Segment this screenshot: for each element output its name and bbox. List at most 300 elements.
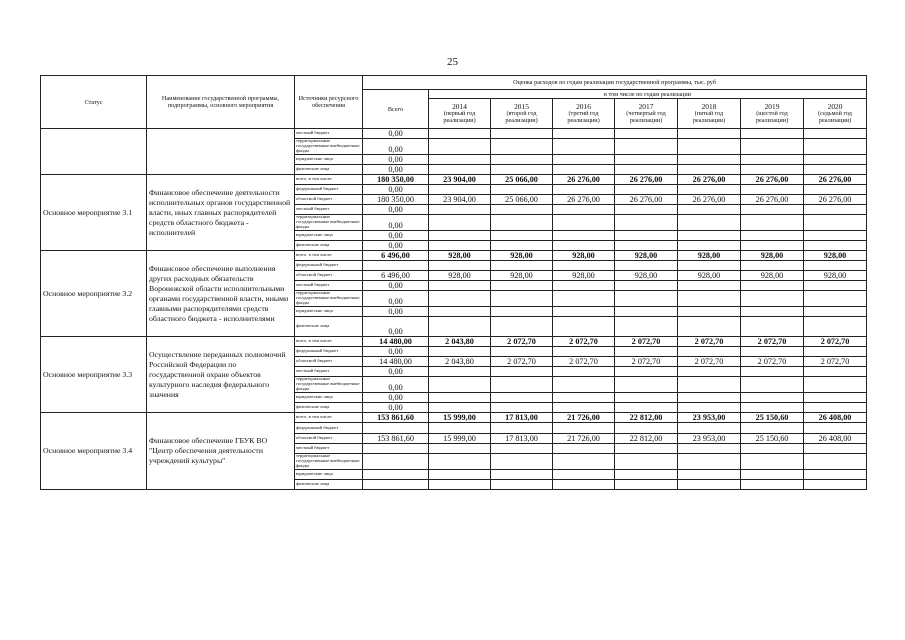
total-cell <box>363 261 429 271</box>
header-year-2019 <box>741 99 804 129</box>
total-cell: 0,00 <box>363 393 429 403</box>
year-value-cell: 23 904,00 <box>429 195 491 205</box>
year-value-cell <box>615 215 678 231</box>
year-value-cell <box>553 347 615 357</box>
year-value-cell <box>615 470 678 480</box>
total-cell: 0,00 <box>363 185 429 195</box>
year-value-cell <box>429 367 491 377</box>
year-value-cell: 26 276,00 <box>553 195 615 205</box>
source-cell: территориальные государственные внебюджетные фонды <box>295 139 363 155</box>
year-value-cell <box>491 215 553 231</box>
year-value-cell: 928,00 <box>678 271 741 281</box>
year-value-cell <box>678 139 741 155</box>
row-status: Основное мероприятие 3.2 <box>41 251 147 337</box>
year-value-cell <box>804 423 867 434</box>
year-value-cell <box>553 139 615 155</box>
year-value-cell: 928,00 <box>615 271 678 281</box>
year-value-cell <box>615 367 678 377</box>
year-value-cell <box>553 241 615 251</box>
year-value-cell <box>678 444 741 454</box>
year-value-cell: 2 072,70 <box>615 337 678 347</box>
year-value-cell <box>804 317 867 337</box>
year-value-cell: 2 072,70 <box>741 337 804 347</box>
total-cell: 0,00 <box>363 403 429 413</box>
year-value-cell: 928,00 <box>741 271 804 281</box>
year-value-cell <box>491 423 553 434</box>
year-value-cell <box>741 185 804 195</box>
source-cell: юридические лица <box>295 231 363 241</box>
year-value-cell <box>553 205 615 215</box>
year-value-cell <box>429 377 491 393</box>
header-year-2014 <box>429 99 491 129</box>
year-value-cell: 26 408,00 <box>804 413 867 423</box>
year-value-cell <box>553 444 615 454</box>
year-value-cell <box>741 291 804 307</box>
year-value-cell <box>553 129 615 139</box>
year-value-cell <box>491 393 553 403</box>
year-value-cell: 26 276,00 <box>741 175 804 185</box>
year-value-cell <box>615 241 678 251</box>
year-value-cell: 928,00 <box>429 271 491 281</box>
year-value-cell <box>678 393 741 403</box>
year-value-cell <box>804 307 867 317</box>
year-value-cell: 26 276,00 <box>615 195 678 205</box>
year-value-cell <box>678 205 741 215</box>
year-value-cell <box>804 241 867 251</box>
year-value-cell <box>429 215 491 231</box>
year-value-cell: 928,00 <box>491 251 553 261</box>
source-cell: юридические лица <box>295 155 363 165</box>
year-value-cell <box>491 367 553 377</box>
year-value-cell <box>615 261 678 271</box>
year-value-cell <box>741 215 804 231</box>
year-value-cell: 26 276,00 <box>678 195 741 205</box>
year-value-cell <box>429 291 491 307</box>
year-value-cell <box>741 165 804 175</box>
year-value-cell: 2 072,70 <box>804 337 867 347</box>
source-cell: территориальные государственные внебюджетные фонды <box>295 215 363 231</box>
header-year-number: 2018 <box>701 102 717 111</box>
year-value-cell <box>491 307 553 317</box>
source-cell: местный бюджет <box>295 367 363 377</box>
source-cell: территориальные государственные внебюджетные фонды <box>295 454 363 470</box>
year-value-cell <box>429 307 491 317</box>
year-value-cell <box>678 377 741 393</box>
year-value-cell: 26 276,00 <box>553 175 615 185</box>
year-value-cell <box>491 347 553 357</box>
year-value-cell <box>429 261 491 271</box>
year-value-cell <box>678 423 741 434</box>
year-value-cell <box>491 261 553 271</box>
year-value-cell: 15 999,00 <box>429 434 491 444</box>
year-value-cell <box>491 241 553 251</box>
year-value-cell <box>678 347 741 357</box>
year-value-cell <box>678 215 741 231</box>
total-cell: 153 861,60 <box>363 413 429 423</box>
year-value-cell: 26 408,00 <box>804 434 867 444</box>
source-cell: местный бюджет <box>295 281 363 291</box>
year-value-cell: 25 066,00 <box>491 195 553 205</box>
year-value-cell <box>804 261 867 271</box>
header-year-number: 2017 <box>638 102 654 111</box>
year-value-cell: 22 812,00 <box>615 413 678 423</box>
header-year-label: (шестой год реализации) <box>755 110 789 124</box>
year-value-cell <box>804 231 867 241</box>
year-value-cell <box>678 185 741 195</box>
total-cell: 0,00 <box>363 215 429 231</box>
year-value-cell <box>429 423 491 434</box>
year-value-cell <box>615 347 678 357</box>
year-value-cell: 26 276,00 <box>615 175 678 185</box>
year-value-cell <box>741 393 804 403</box>
year-value-cell <box>491 444 553 454</box>
year-value-cell <box>615 281 678 291</box>
source-cell: местный бюджет <box>295 205 363 215</box>
year-value-cell <box>804 403 867 413</box>
year-value-cell <box>553 281 615 291</box>
year-value-cell <box>678 129 741 139</box>
year-value-cell <box>491 317 553 337</box>
year-value-cell <box>804 393 867 403</box>
year-value-cell <box>741 139 804 155</box>
year-value-cell <box>678 480 741 490</box>
total-cell: 0,00 <box>363 139 429 155</box>
year-value-cell: 25 150,60 <box>741 413 804 423</box>
year-value-cell <box>553 377 615 393</box>
year-value-cell <box>678 470 741 480</box>
year-value-cell <box>741 454 804 470</box>
header-year-number: 2019 <box>764 102 780 111</box>
year-value-cell <box>678 261 741 271</box>
year-value-cell <box>804 347 867 357</box>
header-year-2017 <box>615 99 678 129</box>
total-cell: 14 480,00 <box>363 357 429 367</box>
year-value-cell <box>615 155 678 165</box>
year-value-cell <box>678 231 741 241</box>
year-value-cell <box>429 393 491 403</box>
table-row <box>41 251 867 261</box>
year-value-cell <box>553 185 615 195</box>
year-value-cell <box>553 480 615 490</box>
year-value-cell <box>741 307 804 317</box>
year-value-cell <box>429 444 491 454</box>
year-value-cell <box>553 393 615 403</box>
year-value-cell: 928,00 <box>804 271 867 281</box>
header-total: Всего <box>363 90 429 129</box>
year-value-cell: 2 072,70 <box>741 357 804 367</box>
year-value-cell <box>678 291 741 307</box>
year-value-cell <box>553 367 615 377</box>
year-value-cell: 2 072,70 <box>804 357 867 367</box>
year-value-cell <box>741 480 804 490</box>
year-value-cell <box>491 403 553 413</box>
year-value-cell <box>429 241 491 251</box>
year-value-cell: 928,00 <box>429 251 491 261</box>
year-value-cell <box>429 281 491 291</box>
year-value-cell <box>615 129 678 139</box>
total-cell: 0,00 <box>363 281 429 291</box>
year-value-cell <box>429 139 491 155</box>
total-cell <box>363 480 429 490</box>
total-cell: 0,00 <box>363 347 429 357</box>
table-row <box>41 129 867 139</box>
year-value-cell <box>553 291 615 307</box>
row-name <box>147 129 295 175</box>
source-cell: всего, в том числе: <box>295 175 363 185</box>
year-value-cell <box>553 423 615 434</box>
year-value-cell <box>491 377 553 393</box>
year-value-cell <box>615 307 678 317</box>
year-value-cell <box>741 423 804 434</box>
table-row <box>41 175 867 185</box>
year-value-cell <box>553 165 615 175</box>
total-cell: 6 496,00 <box>363 251 429 261</box>
year-value-cell <box>429 205 491 215</box>
row-status: Основное мероприятие 3.1 <box>41 175 147 251</box>
year-value-cell <box>491 291 553 307</box>
year-value-cell <box>804 367 867 377</box>
year-value-cell <box>615 165 678 175</box>
year-value-cell: 2 043,80 <box>429 357 491 367</box>
year-value-cell <box>491 205 553 215</box>
year-value-cell <box>553 317 615 337</box>
source-cell: местный бюджет <box>295 444 363 454</box>
year-value-cell: 17 813,00 <box>491 413 553 423</box>
header-year-label: (первый год реализации) <box>443 110 476 124</box>
source-cell: областной бюджет <box>295 271 363 281</box>
year-value-cell: 928,00 <box>553 251 615 261</box>
year-value-cell <box>615 480 678 490</box>
year-value-cell <box>491 454 553 470</box>
year-value-cell <box>491 165 553 175</box>
year-value-cell <box>804 139 867 155</box>
year-value-cell <box>553 231 615 241</box>
year-value-cell: 25 150,60 <box>741 434 804 444</box>
year-value-cell <box>741 317 804 337</box>
year-value-cell: 2 043,80 <box>429 337 491 347</box>
year-value-cell <box>741 241 804 251</box>
year-value-cell: 25 066,00 <box>491 175 553 185</box>
year-value-cell <box>429 317 491 337</box>
year-value-cell <box>491 480 553 490</box>
year-value-cell: 2 072,70 <box>678 357 741 367</box>
year-value-cell <box>678 317 741 337</box>
year-value-cell: 928,00 <box>678 251 741 261</box>
year-value-cell <box>553 215 615 231</box>
year-value-cell <box>678 307 741 317</box>
year-value-cell <box>804 185 867 195</box>
source-cell: всего, в том числе: <box>295 337 363 347</box>
budget-table <box>40 75 867 490</box>
header-status: Статус <box>41 76 147 129</box>
header-year-number: 2015 <box>514 102 529 111</box>
header-name: Наименование государственной программы, подпрограммы, основного мероприятия <box>147 76 295 129</box>
year-value-cell <box>491 139 553 155</box>
year-value-cell <box>429 231 491 241</box>
year-value-cell: 23 953,00 <box>678 413 741 423</box>
header-estimate: Оценка расходов по годам реализации государственной программы, тыс. руб <box>363 76 867 90</box>
total-cell: 0,00 <box>363 307 429 317</box>
year-value-cell <box>491 470 553 480</box>
table-row <box>41 413 867 423</box>
source-cell: федеральный бюджет <box>295 185 363 195</box>
year-value-cell <box>741 129 804 139</box>
year-value-cell <box>804 291 867 307</box>
source-cell: юридические лица <box>295 470 363 480</box>
year-value-cell <box>491 231 553 241</box>
total-cell: 14 480,00 <box>363 337 429 347</box>
header-year-2015 <box>491 99 553 129</box>
year-value-cell <box>429 155 491 165</box>
year-value-cell <box>615 444 678 454</box>
header-year-label: (пятый год реализации) <box>692 110 726 124</box>
year-value-cell: 2 072,70 <box>678 337 741 347</box>
year-value-cell: 928,00 <box>741 251 804 261</box>
source-cell: областной бюджет <box>295 434 363 444</box>
year-value-cell <box>678 241 741 251</box>
year-value-cell <box>615 205 678 215</box>
table-body <box>41 129 867 490</box>
year-value-cell <box>615 139 678 155</box>
total-cell: 180 350,00 <box>363 175 429 185</box>
year-value-cell: 928,00 <box>491 271 553 281</box>
source-cell: территориальные государственные внебюджетные фонды <box>295 291 363 307</box>
header-year-2016 <box>553 99 615 129</box>
source-cell: юридические лица <box>295 393 363 403</box>
header-year-number: 2020 <box>827 102 843 111</box>
year-value-cell <box>553 155 615 165</box>
year-value-cell: 15 999,00 <box>429 413 491 423</box>
year-value-cell: 23 953,00 <box>678 434 741 444</box>
year-value-cell <box>553 454 615 470</box>
year-value-cell <box>804 470 867 480</box>
source-cell: физические лица <box>295 165 363 175</box>
year-value-cell <box>491 185 553 195</box>
year-value-cell <box>429 129 491 139</box>
year-value-cell: 22 812,00 <box>615 434 678 444</box>
year-value-cell <box>615 377 678 393</box>
total-cell <box>363 470 429 480</box>
year-value-cell: 21 726,00 <box>553 413 615 423</box>
year-value-cell: 26 276,00 <box>804 175 867 185</box>
row-name: Финансовое обеспечение ГБУК ВО "Центр обеспечения деятельности учреждений культуры" <box>147 413 295 490</box>
year-value-cell <box>804 454 867 470</box>
year-value-cell <box>741 347 804 357</box>
year-value-cell <box>804 480 867 490</box>
year-value-cell: 2 072,70 <box>491 357 553 367</box>
year-value-cell <box>678 403 741 413</box>
row-status: Основное мероприятие 3.4 <box>41 413 147 490</box>
year-value-cell <box>429 470 491 480</box>
source-cell: всего, в том числе: <box>295 251 363 261</box>
year-value-cell <box>615 393 678 403</box>
year-value-cell <box>741 205 804 215</box>
total-cell <box>363 454 429 470</box>
total-cell <box>363 423 429 434</box>
year-value-cell <box>804 281 867 291</box>
year-value-cell: 17 813,00 <box>491 434 553 444</box>
row-name: Финансовое обеспечение выполнения других расходных обязательств Воронежской области исполнительными органами государственной власти, иными главными распорядителями средств областного бюджета - исполнителями <box>147 251 295 337</box>
source-cell: юридические лица <box>295 307 363 317</box>
year-value-cell <box>741 470 804 480</box>
year-value-cell <box>429 347 491 357</box>
year-value-cell <box>615 185 678 195</box>
total-cell: 0,00 <box>363 205 429 215</box>
row-status: Основное мероприятие 3.3 <box>41 337 147 413</box>
total-cell: 153 861,60 <box>363 434 429 444</box>
header-year-number: 2014 <box>452 102 467 111</box>
year-value-cell <box>615 231 678 241</box>
year-value-cell <box>615 291 678 307</box>
year-value-cell: 26 276,00 <box>678 175 741 185</box>
source-cell: областной бюджет <box>295 357 363 367</box>
total-cell: 0,00 <box>363 291 429 307</box>
year-value-cell <box>804 377 867 393</box>
header-by-years: в том числе по годам реализации <box>429 90 867 99</box>
year-value-cell <box>615 403 678 413</box>
source-cell: федеральный бюджет <box>295 261 363 271</box>
year-value-cell: 2 072,70 <box>615 357 678 367</box>
source-cell: физические лица <box>295 317 363 337</box>
year-value-cell: 26 276,00 <box>741 195 804 205</box>
year-value-cell <box>741 261 804 271</box>
year-value-cell <box>429 185 491 195</box>
year-value-cell: 2 072,70 <box>553 357 615 367</box>
row-status <box>41 129 147 175</box>
year-value-cell <box>741 444 804 454</box>
row-name: Финансовое обеспечение деятельности исполнительных органов государственной власти, иных главных распорядителей средств областного бюджета - исполнителей <box>147 175 295 251</box>
source-cell: территориальные государственные внебюджетные фонды <box>295 377 363 393</box>
table-header <box>41 76 867 129</box>
total-cell: 0,00 <box>363 317 429 337</box>
year-value-cell <box>553 261 615 271</box>
year-value-cell <box>553 403 615 413</box>
year-value-cell <box>491 129 553 139</box>
year-value-cell <box>741 367 804 377</box>
header-year-2020 <box>804 99 867 129</box>
year-value-cell <box>741 231 804 241</box>
source-cell: физические лица <box>295 480 363 490</box>
year-value-cell <box>804 444 867 454</box>
year-value-cell: 2 072,70 <box>553 337 615 347</box>
header-year-number: 2016 <box>576 102 591 111</box>
year-value-cell <box>491 155 553 165</box>
year-value-cell <box>615 317 678 337</box>
year-value-cell <box>804 165 867 175</box>
year-value-cell <box>491 281 553 291</box>
year-value-cell <box>678 367 741 377</box>
total-cell: 0,00 <box>363 367 429 377</box>
year-value-cell <box>678 155 741 165</box>
year-value-cell <box>429 403 491 413</box>
year-value-cell <box>741 403 804 413</box>
year-value-cell <box>678 281 741 291</box>
source-cell: всего, в том числе: <box>295 413 363 423</box>
header-year-label: (седьмой год реализации) <box>818 110 852 124</box>
year-value-cell <box>429 454 491 470</box>
year-value-cell: 21 726,00 <box>553 434 615 444</box>
total-cell: 0,00 <box>363 377 429 393</box>
year-value-cell <box>429 480 491 490</box>
year-value-cell <box>741 281 804 291</box>
source-cell: местный бюджет <box>295 129 363 139</box>
year-value-cell: 928,00 <box>804 251 867 261</box>
year-value-cell <box>678 454 741 470</box>
row-name: Осуществление переданных полномочий Российской Федерации по государственной охране объектов культурного наследия федерального значения <box>147 337 295 413</box>
total-cell: 0,00 <box>363 155 429 165</box>
total-cell <box>363 444 429 454</box>
year-value-cell <box>615 423 678 434</box>
